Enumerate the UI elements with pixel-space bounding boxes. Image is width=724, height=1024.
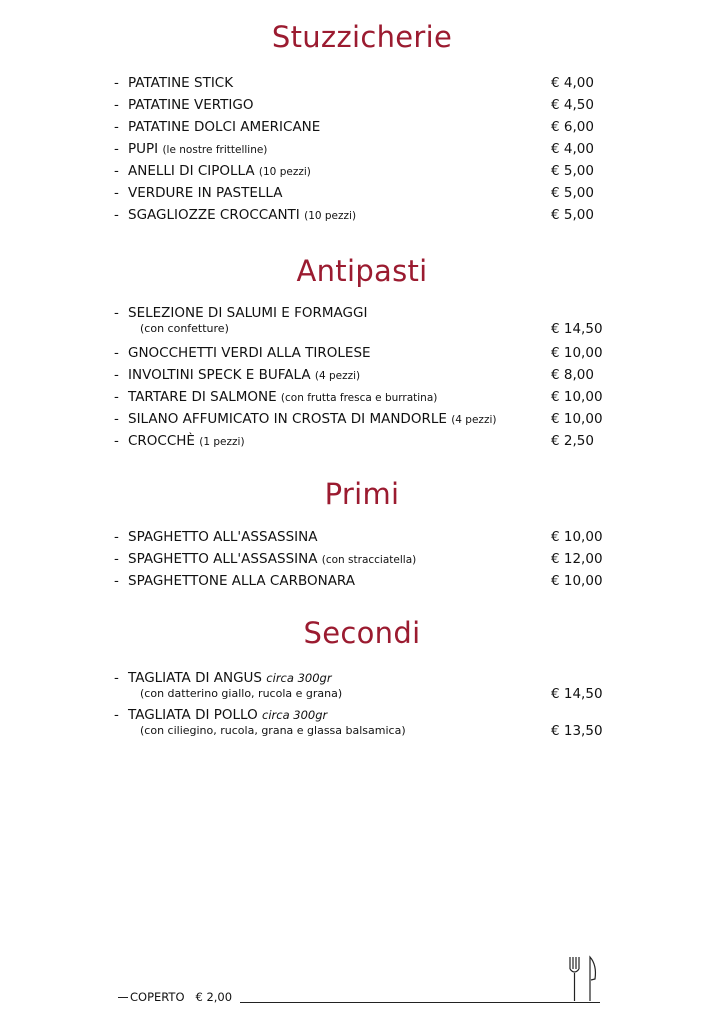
section-items-primi	[114, 526, 614, 592]
menu-item: - PATATINE VERTIGO € 4,50	[114, 94, 614, 116]
menu-item: - PUPI (le nostre frittelline) € 4,00	[114, 138, 614, 160]
menu-item: - CROCCHÈ (1 pezzi) € 2,50	[114, 430, 614, 452]
item-note: (4 pezzi)	[451, 414, 497, 426]
menu-item: - TAGLIATA DI POLLO circa 300gr (con ciliegino, rucola, grana e glassa balsamica) € 13,50	[114, 707, 614, 744]
item-name: TAGLIATA DI POLLO	[128, 707, 258, 723]
item-name: SILANO AFFUMICATO IN CROSTA DI MANDORLE	[128, 411, 447, 427]
item-price: € 5,00	[551, 163, 594, 179]
item-subnote: (con confetture)	[140, 322, 229, 335]
item-name: INVOLTINI SPECK E BUFALA	[128, 367, 311, 383]
item-name: PUPI	[128, 141, 159, 157]
menu-item: - SPAGHETTO ALL'ASSASSINA (con stracciatella) € 12,00	[114, 548, 614, 570]
item-subnote: (con datterino giallo, rucola e grana)	[140, 687, 343, 700]
item-price: € 4,00	[551, 75, 594, 91]
item-price: € 10,00	[551, 573, 603, 589]
item-price: € 10,00	[551, 529, 603, 545]
item-weight: circa 300gr	[266, 671, 332, 685]
menu-item: - INVOLTINI SPECK E BUFALA (4 pezzi) € 8,00	[114, 364, 614, 386]
section-items-antipasti	[114, 305, 614, 452]
item-note: (4 pezzi)	[314, 370, 361, 382]
item-price: € 10,00	[551, 345, 603, 361]
item-name: SPAGHETTONE ALLA CARBONARA	[128, 573, 355, 589]
item-price: € 6,00	[551, 119, 594, 135]
item-note: (con stracciatella)	[321, 554, 417, 566]
fork-knife-icon	[564, 955, 604, 1003]
menu-item: - SPAGHETTONE ALLA CARBONARA € 10,00	[114, 570, 614, 592]
item-name: SGAGLIOZZE CROCCANTI	[128, 207, 300, 223]
item-name: SPAGHETTO ALL'ASSASSINA	[128, 529, 318, 545]
menu-item: - ANELLI DI CIPOLLA (10 pezzi) € 5,00	[114, 160, 614, 182]
menu-item: - SPAGHETTO ALL'ASSASSINA € 10,00	[114, 526, 614, 548]
item-name: SPAGHETTO ALL'ASSASSINA	[128, 551, 318, 567]
item-price: € 14,50	[551, 686, 603, 702]
menu-item: - PATATINE STICK € 4,00	[114, 72, 614, 94]
item-price: € 13,50	[551, 723, 603, 739]
menu-item: - TAGLIATA DI ANGUS circa 300gr (con datterino giallo, rucola e grana) € 14,50	[114, 670, 614, 707]
section-title-stuzzicherie: Stuzzicherie	[271, 20, 453, 54]
section-items-stuzzicherie	[114, 72, 614, 226]
section-items-secondi	[114, 670, 614, 744]
item-name: PATATINE STICK	[128, 75, 234, 91]
item-price: € 5,00	[551, 207, 594, 223]
item-note: (10 pezzi)	[304, 210, 357, 222]
coperto-label: COPERTO	[130, 990, 185, 1004]
menu-item: - SILANO AFFUMICATO IN CROSTA DI MANDORLE (4 pezzi) € 10,00	[114, 408, 614, 430]
item-name: ANELLI DI CIPOLLA	[128, 163, 255, 179]
item-name: CROCCHÈ	[128, 433, 195, 449]
item-price: € 10,00	[551, 389, 603, 405]
menu-item: - TARTARE DI SALMONE (con frutta fresca e burratina) € 10,00	[114, 386, 614, 408]
item-note: (le nostre frittelline)	[162, 144, 268, 156]
item-weight: circa 300gr	[262, 708, 328, 722]
item-name: PATATINE DOLCI AMERICANE	[128, 119, 321, 135]
item-price: € 10,00	[551, 411, 603, 427]
coperto-price: € 2,00	[195, 990, 233, 1004]
item-name: TARTARE DI SALMONE	[128, 389, 277, 405]
item-name: GNOCCHETTI VERDI ALLA TIROLESE	[128, 345, 371, 361]
footer-rule	[240, 1002, 600, 1003]
menu-item: - SGAGLIOZZE CROCCANTI (10 pezzi) € 5,00	[114, 204, 614, 226]
item-price: € 5,00	[551, 185, 594, 201]
item-price: € 4,50	[551, 97, 594, 113]
section-title-primi: Primi	[324, 477, 400, 511]
menu-item: - GNOCCHETTI VERDI ALLA TIROLESE € 10,00	[114, 342, 614, 364]
menu-item: - SELEZIONE DI SALUMI E FORMAGGI (con confetture) € 14,50	[114, 305, 614, 342]
item-price: € 14,50	[551, 321, 603, 337]
section-title-antipasti: Antipasti	[296, 254, 428, 288]
item-price: € 12,00	[551, 551, 603, 567]
item-note: (10 pezzi)	[258, 166, 311, 178]
menu-item: - PATATINE DOLCI AMERICANE € 6,00	[114, 116, 614, 138]
item-price: € 2,50	[551, 433, 594, 449]
coperto-note	[118, 990, 232, 1004]
item-name: SELEZIONE DI SALUMI E FORMAGGI	[128, 305, 368, 321]
section-title-secondi: Secondi	[303, 616, 421, 650]
menu-item: - VERDURE IN PASTELLA € 5,00	[114, 182, 614, 204]
item-name: TAGLIATA DI ANGUS	[128, 670, 262, 686]
item-name: PATATINE VERTIGO	[128, 97, 254, 113]
item-note: (con frutta fresca e burratina)	[280, 392, 438, 404]
item-price: € 8,00	[551, 367, 594, 383]
item-subnote: (con ciliegino, rucola, grana e glassa balsamica)	[140, 724, 406, 737]
item-note: (1 pezzi)	[199, 436, 245, 448]
item-price: € 4,00	[551, 141, 594, 157]
item-name: VERDURE IN PASTELLA	[128, 185, 283, 201]
footer-rule-left	[118, 997, 128, 998]
